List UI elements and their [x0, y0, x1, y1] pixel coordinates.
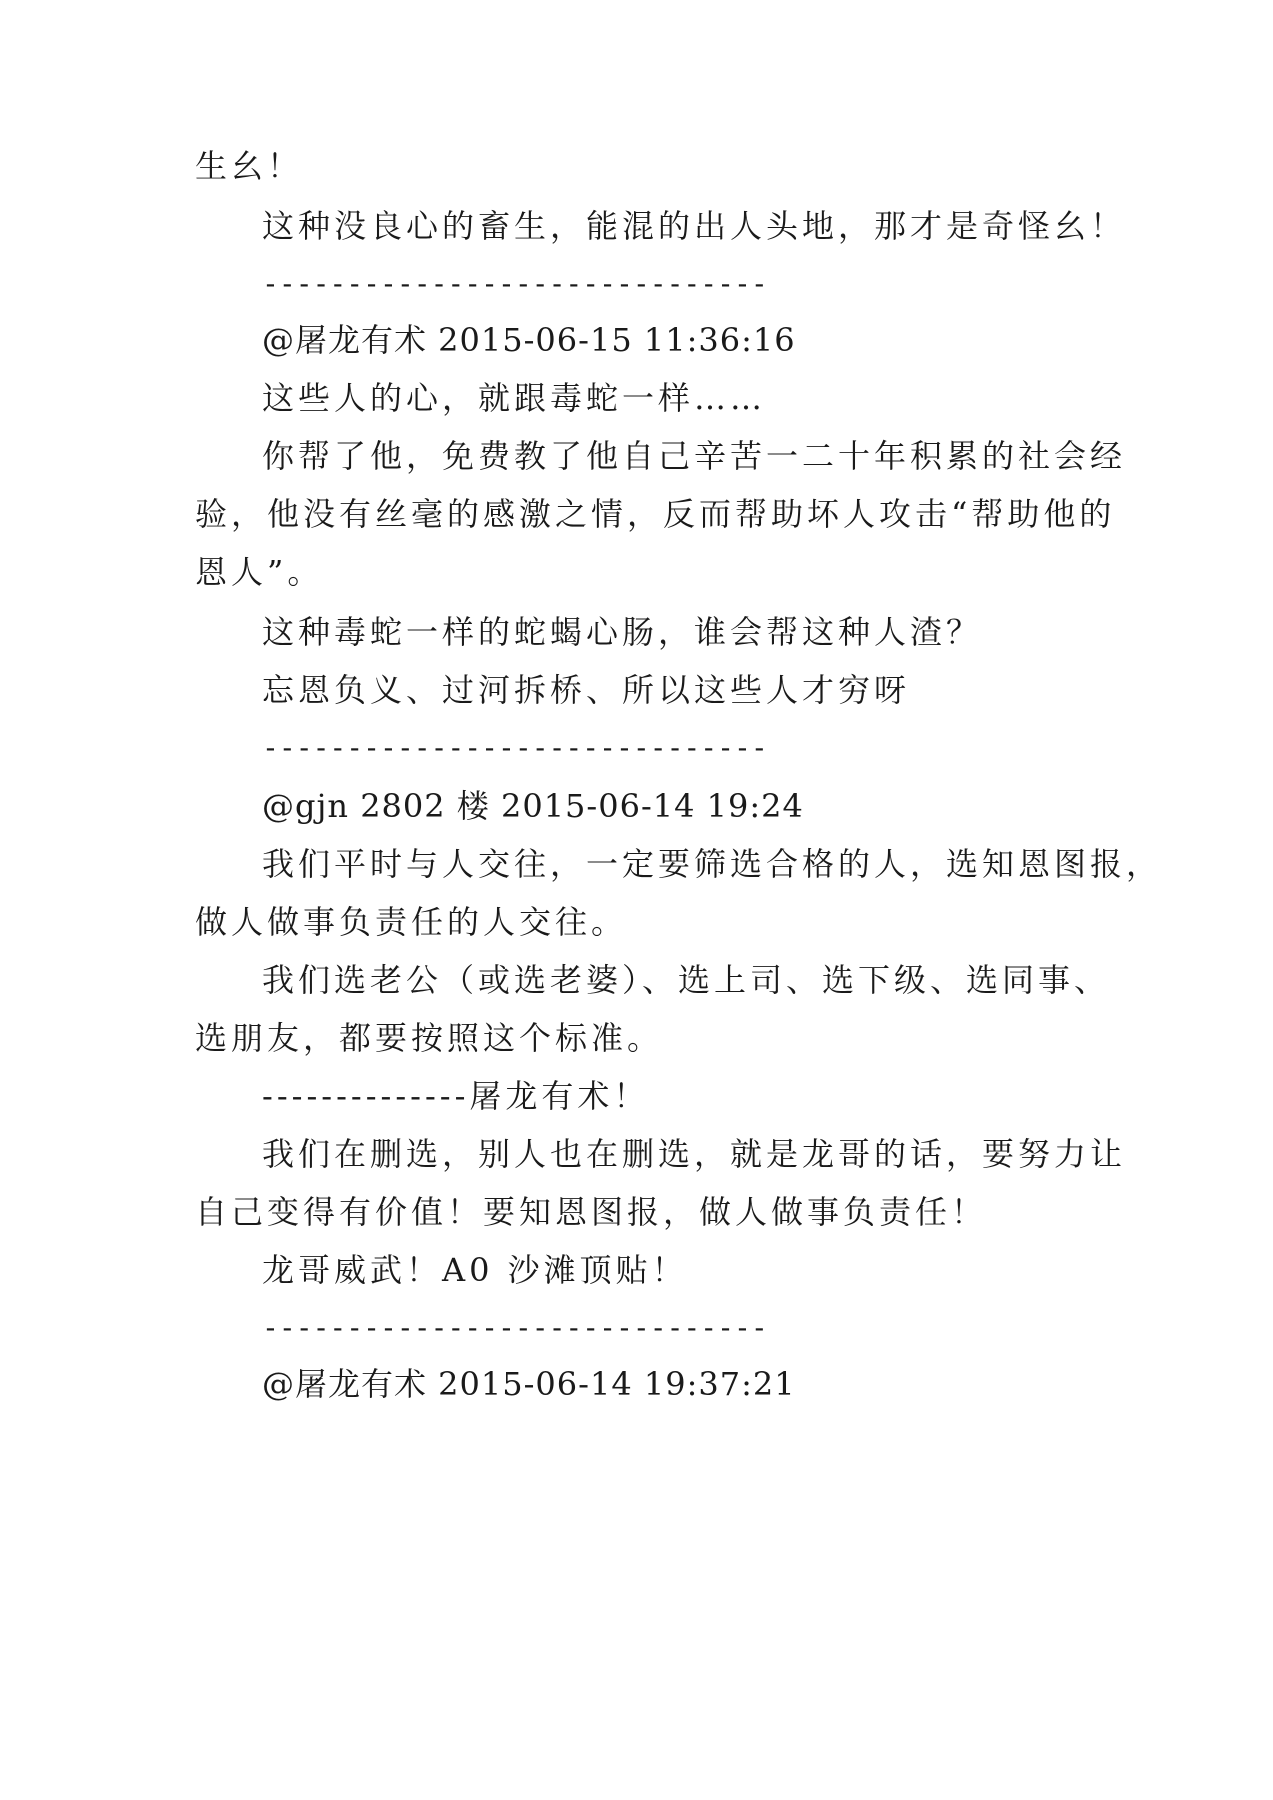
text-line: 我们选老公（或选老婆）、选上司、选下级、选同事、 — [262, 961, 1111, 999]
separator-line: ------------------------------ — [262, 267, 768, 300]
text-line: 这些人的心，就跟毒蛇一样…… — [262, 379, 767, 417]
text-line: 我们在删选，别人也在删选，就是龙哥的话，要努力让 — [262, 1135, 1127, 1173]
text-line: 这种毒蛇一样的蛇蝎心肠，谁会帮这种人渣？ — [262, 613, 983, 651]
text-line: 自己变得有价值！要知恩图报，做人做事负责任！ — [195, 1193, 988, 1231]
text-line: 我们平时与人交往，一定要筛选合格的人，选知恩图报， — [262, 845, 1163, 883]
text-line: 做人做事负责任的人交往。 — [195, 903, 628, 941]
text-line: 忘恩负义、过河拆桥、所以这些人才穷呀 — [262, 671, 911, 709]
text-line: 验，他没有丝毫的感激之情，反而帮助坏人攻击“帮助他的 — [195, 495, 1116, 533]
text-line: 你帮了他，免费教了他自己辛苦一二十年积累的社会经 — [262, 437, 1127, 475]
text-line: 龙哥威武！A0 沙滩顶贴！ — [262, 1251, 688, 1289]
separator-line: ------------------------------ — [262, 731, 768, 764]
text-line: 恩人”。 — [195, 553, 324, 591]
separator-line: ------------------------------ — [262, 1311, 768, 1344]
text-line: 这种没良心的畜生，能混的出人头地，那才是奇怪幺！ — [262, 207, 1127, 245]
signature-line: --------------屠龙有术！ — [262, 1077, 650, 1115]
post-header: @屠龙有术 2015-06-15 11:36:16 — [262, 321, 796, 359]
post-header: @屠龙有术 2015-06-14 19:37:21 — [262, 1365, 796, 1403]
text-line: 生幺！ — [195, 147, 304, 185]
text-line: 选朋友，都要按照这个标准。 — [195, 1019, 664, 1057]
post-header: @gjn 2802 楼 2015-06-14 19:24 — [262, 787, 804, 825]
